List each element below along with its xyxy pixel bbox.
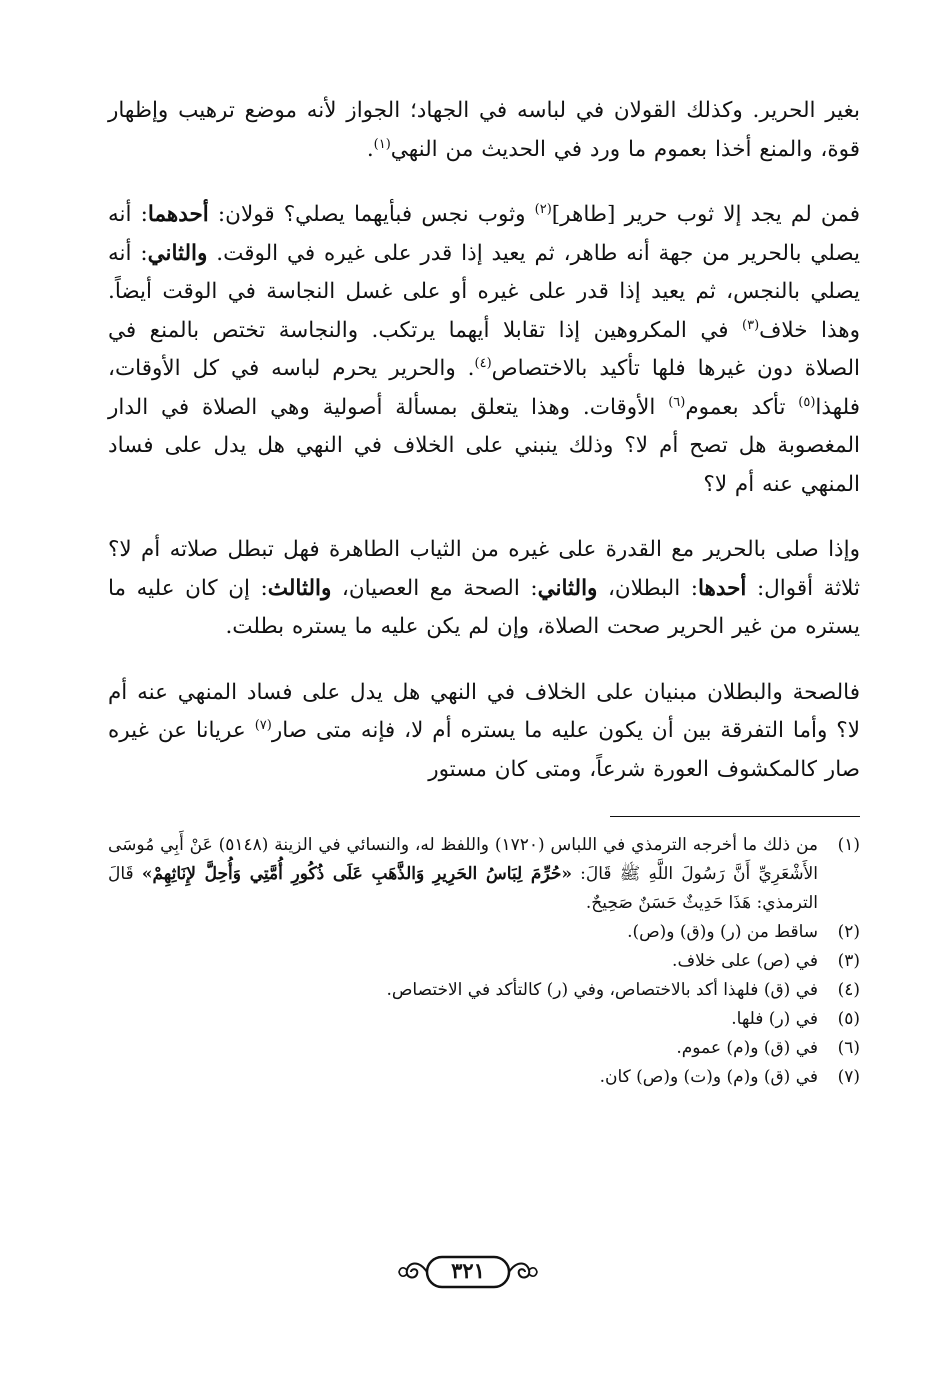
paragraph-2-segment: تأكد بعموم — [685, 394, 799, 420]
footnote-number: (٥) — [837, 1009, 860, 1029]
footnote-number: (٤) — [837, 980, 860, 1000]
bold-term: والثالث — [267, 575, 332, 601]
page-number: ٣٢١ — [451, 1258, 485, 1283]
footnote-ref-6[interactable]: (٦) — [668, 394, 686, 410]
footnote-1 — [108, 831, 860, 918]
footnote-text: في (ق) و(م) و(ت) و(ص) كان. — [599, 1067, 818, 1087]
footnote-1-grading: قَالَ الترمذي: هَذَا حَدِيثٌ حَسَنٌ صَحِيحٌ. — [108, 864, 818, 913]
hadith-quote: «حُرِّمَ لِبَاسُ الحَرِيرِ وَالذَّهَبِ عَلَى ذُكُورِ أُمَّتِي وَأُحِلَّ لإِنَاثِهِمْ» — [141, 864, 572, 884]
paragraph-3-segment: : البطلان، — [597, 575, 698, 601]
footnote-4 — [108, 976, 860, 1005]
footnote-ref-2[interactable]: (٢) — [534, 201, 552, 217]
bold-term: أحدهما — [147, 202, 209, 227]
paragraph-3-segment: : إن كان عليه ما يستره من غير الحرير صحت الصلاة، وإن لم يكن عليه ما يستره بطلت. — [108, 575, 860, 639]
footnote-number: (٣) — [837, 951, 860, 971]
paragraph-2-segment: فمن لم يجد إلا ثوب حرير [طاهر] — [551, 202, 860, 227]
paragraph-2-segment: . والحرير يحرم لباسه في كل الأوقات، فلهذا — [108, 356, 860, 420]
paragraph-1-text: بغير الحرير. وكذلك القولان في لباسه في الجهاد؛ الجواز لأنه موضع ترهيب وإظهار قوة، والمنع أخذا بعموم ما ورد في الحديث من النهي — [108, 98, 860, 162]
bold-term: والثاني — [147, 240, 208, 266]
paragraph-4-segment: عريانا عن غيره صار كالمكشوف العورة شرعاً، ومتى كان مستور — [108, 718, 860, 782]
page-number-ornament — [397, 1250, 539, 1294]
footnote-ref-4[interactable]: (٤) — [474, 355, 492, 371]
page-number-area — [0, 1250, 936, 1294]
footnote-number: (٧) — [837, 1067, 860, 1087]
paragraph-3-segment: وإذا صلى بالحرير مع القدرة على غيره من الثياب الطاهرة فهل تبطل صلاته أم لا؟ ثلاثة أقوال: — [108, 537, 860, 601]
paragraph-4-segment: فالصحة والبطلان مبنيان على الخلاف في النهي هل يدل على فساد المنهي عنه أم لا؟ وأما التفرقة بين أن يكون عليه ما يستره أم لا، فإنه متى صار — [108, 679, 860, 743]
paragraph-2-segment: : أنه يصلي بالحرير من جهة أنه طاهر، ثم يعيد إذا قدر على غيره في الوقت. — [108, 202, 860, 266]
footnote-number: (١) — [837, 835, 860, 855]
footnote-2 — [108, 918, 860, 947]
footnote-text: في (ر) فلها. — [731, 1009, 818, 1029]
paragraph-2-segment: الأوقات. وهذا يتعلق بمسألة أصولية وهي الصلاة في الدار المغصوبة هل تصح أم لا؟ وذلك ينبني على الخلاف في النهي هل يدل على فساد المنهي عنه أم لا؟ — [108, 394, 860, 497]
footnote-6 — [108, 1034, 860, 1063]
footnote-3 — [108, 947, 860, 976]
footnote-ref-7[interactable]: (٧) — [254, 717, 272, 733]
footnote-text: في (ق) و(م) عموم. — [676, 1038, 818, 1058]
footnote-number: (٢) — [837, 922, 860, 942]
paragraph-2-segment: : أنه يصلي بالنجس، ثم يعيد إذا قدر على غيره أو على غسل النجاسة في الوقت أيضاً. وهذا خلاف — [108, 240, 860, 343]
footnote-text — [108, 831, 818, 918]
footnote-1-text: من ذلك ما أخرجه الترمذي في اللباس (١٧٢٠) واللفظ له، والنسائي في الزينة (٥١٤٨) عَنْ أَبِي مُوسَى الأَشْعَرِيِّ أَنَّ رَسُولَ اللَّهِ ﷺ قَالَ: — [108, 835, 819, 884]
footnote-7 — [108, 1063, 860, 1092]
footnote-ref-1[interactable]: (١) — [373, 136, 391, 152]
footnote-text: ساقط من (ر) و(ق) و(ص). — [627, 922, 818, 942]
paragraph-2-segment: وثوب نجس فبأيهما يصلي؟ قولان: — [208, 202, 535, 227]
footnote-ref-3[interactable]: (٣) — [742, 317, 760, 333]
bold-term: أحدها — [697, 575, 747, 601]
paragraph-2 — [108, 196, 860, 504]
paragraph-4 — [108, 674, 860, 790]
paragraph-2-segment: في المكروهين إذا تقابلا أيهما يرتكب. والنجاسة تختص بالمنع في الصلاة دون غيرها فلها تأكيد بالاختصاص — [108, 317, 861, 381]
bold-term: والثاني — [537, 575, 598, 601]
main-text — [108, 92, 860, 789]
footnotes — [108, 831, 860, 1092]
paragraph-1-tail: . — [366, 136, 374, 162]
paragraph-3 — [108, 531, 860, 647]
page — [108, 92, 860, 1092]
paragraph-1 — [108, 92, 860, 169]
footnote-separator — [610, 816, 860, 817]
footnote-5 — [108, 1005, 860, 1034]
footnote-text: في (ص) على خلاف. — [672, 951, 818, 971]
footnote-text: في (ق) فلهذا أكد بالاختصاص، وفي (ر) كالتأكد في الاختصاص. — [386, 980, 818, 1000]
footnote-number: (٦) — [837, 1038, 860, 1058]
footnote-ref-5[interactable]: (٥) — [798, 394, 816, 410]
paragraph-3-segment: : الصحة مع العصيان، — [331, 575, 538, 601]
